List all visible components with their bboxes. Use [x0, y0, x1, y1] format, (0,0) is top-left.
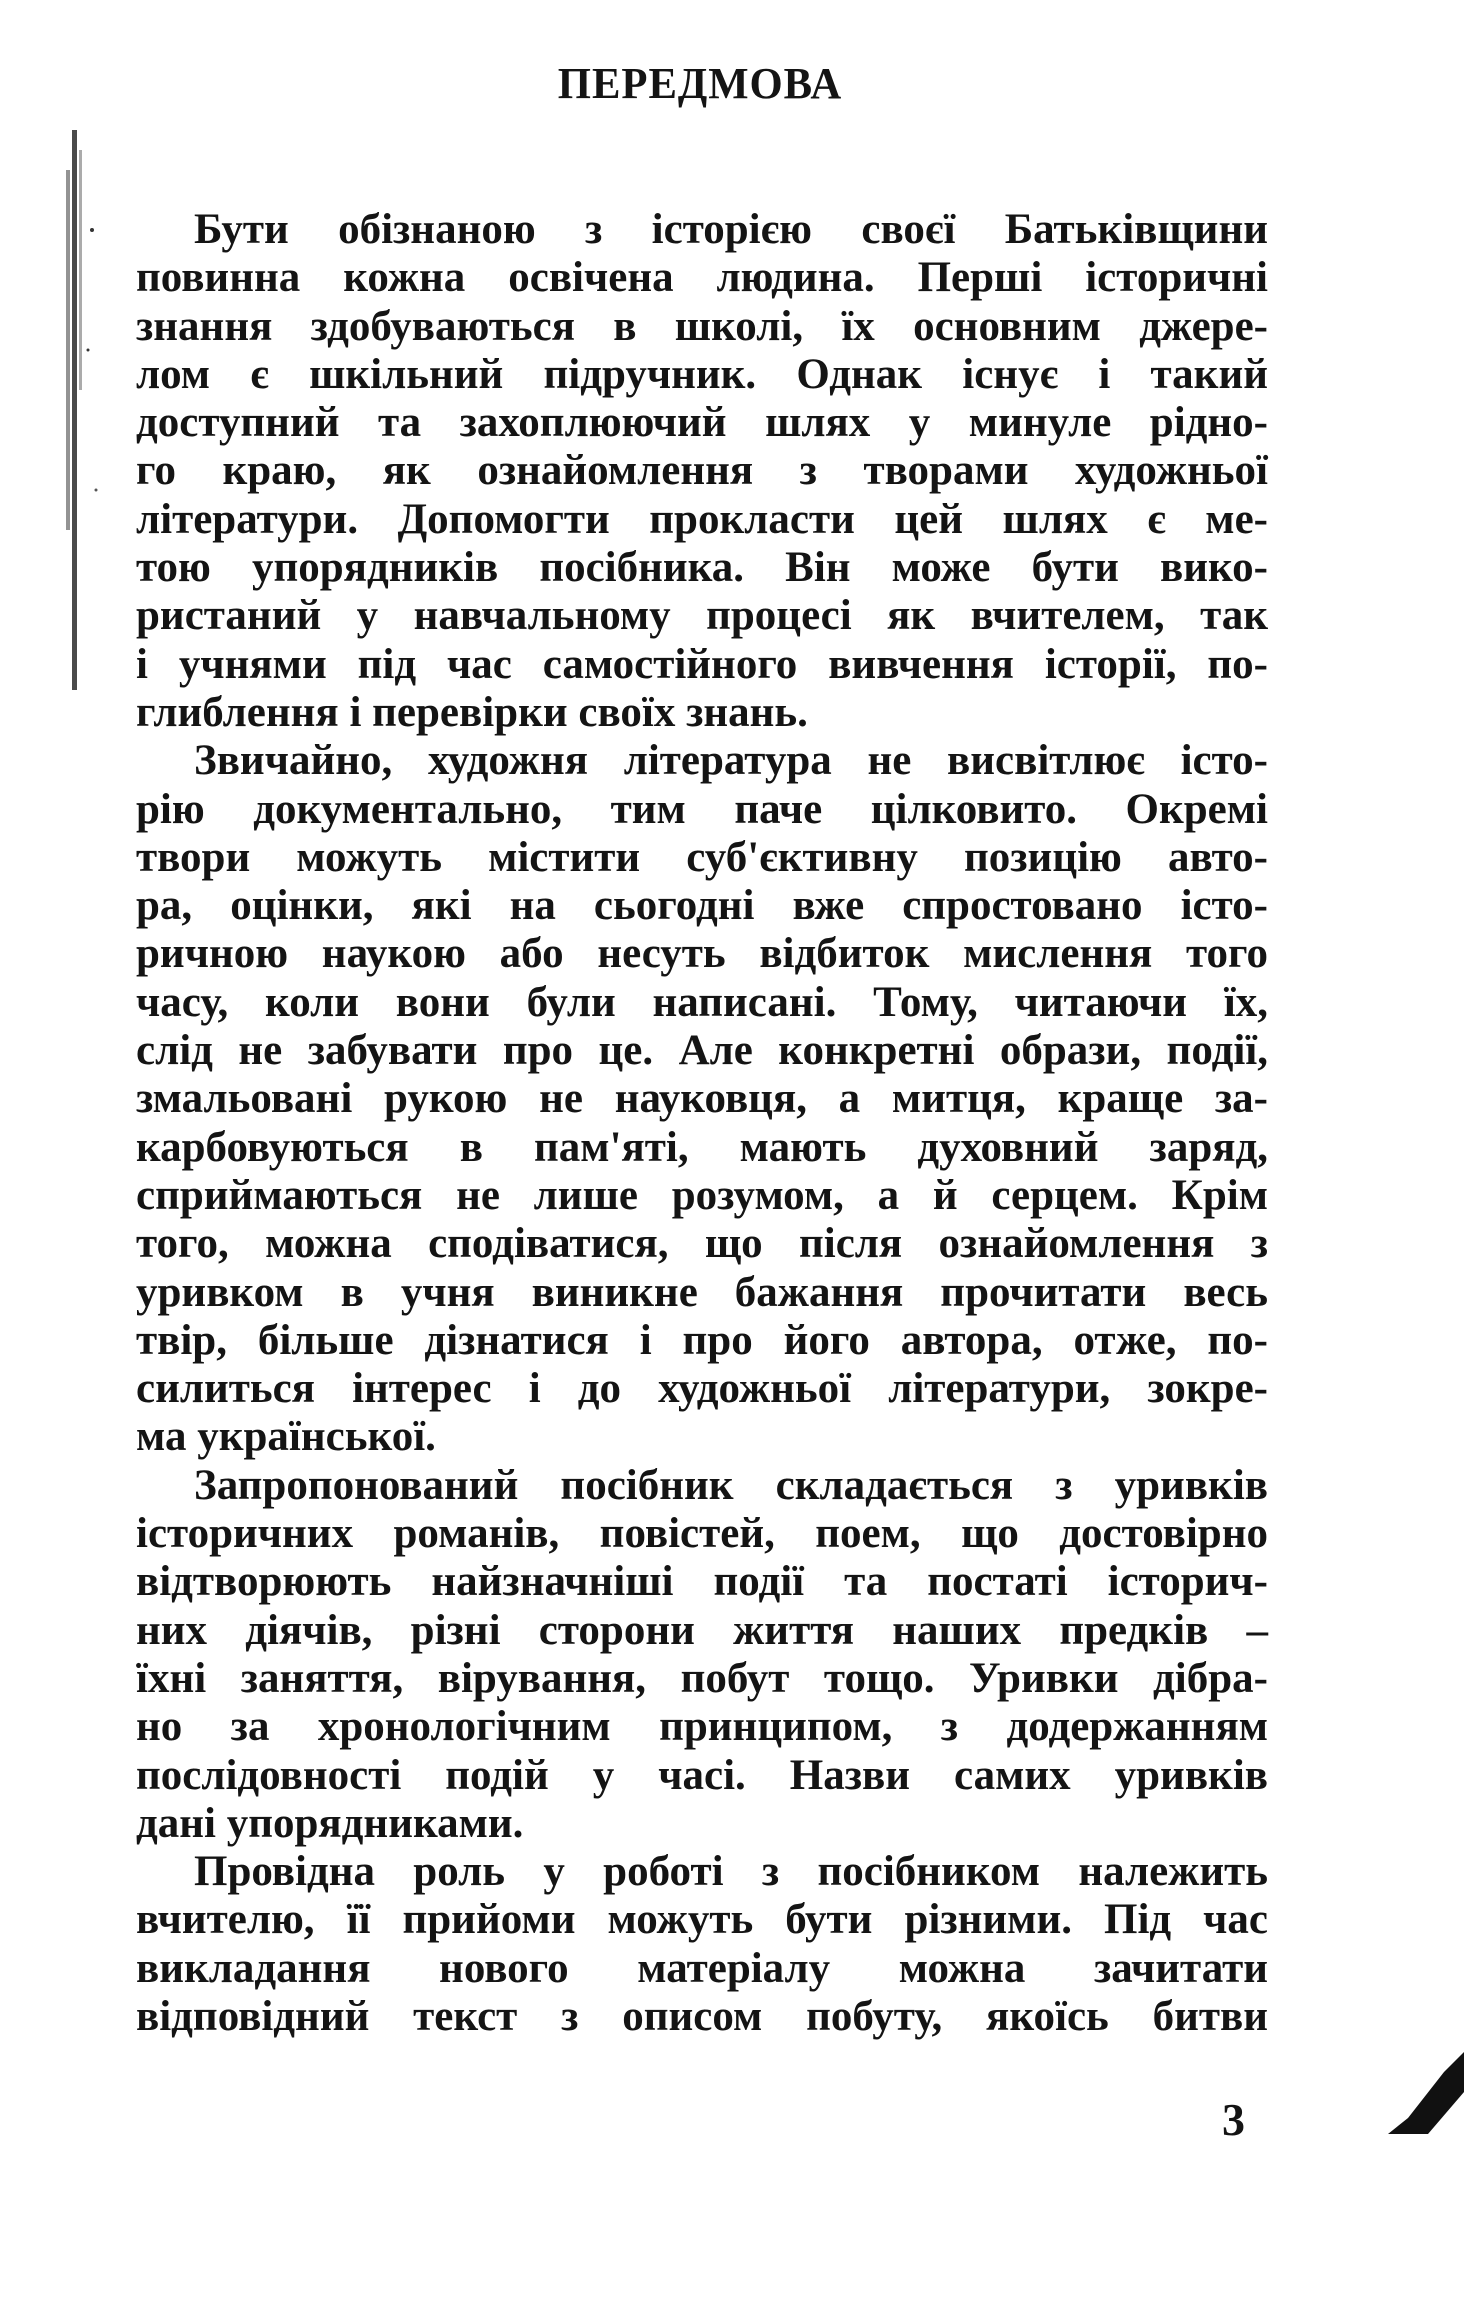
text-line: змальовані рукою не науковця, а митця, краще за- — [136, 1075, 1268, 1123]
text-line: відповідний текст з описом побуту, якоїсь битви — [136, 1992, 1268, 2040]
text-line: викладання нового матеріалу можна зачитати — [136, 1944, 1268, 1992]
text-line: Провідна роль у роботі з посібником належить — [194, 1848, 1268, 1896]
text-line: ричною наукою або несуть відбиток мислення того — [136, 930, 1268, 978]
text-line: Запропонований посібник складається з уривків — [194, 1461, 1268, 1509]
text-line: глиблення і перевірки своїх знань. — [136, 688, 808, 736]
text-line: літератури. Допомогти прокласти цей шлях є ме- — [136, 495, 1268, 543]
text-line: но за хронологічним принципом, з додержанням — [136, 1703, 1268, 1751]
text-line: відтворюють найзначніші події та постаті історич- — [136, 1558, 1268, 1606]
text-line: історичних романів, повістей, поем, що достовірно — [136, 1510, 1268, 1558]
text-line: тою упорядників посібника. Він може бути вико- — [136, 544, 1268, 592]
paragraph — [136, 1848, 1268, 2041]
text-line: повинна кожна освічена людина. Перші історичні — [136, 254, 1268, 302]
text-line: слід не забувати про це. Але конкретні образи, події, — [136, 1027, 1268, 1075]
text-line: Звичайно, художня література не висвітлює істо- — [194, 737, 1268, 785]
paragraph — [136, 737, 1268, 1461]
text-line: знання здобуваються в школі, їх основним джере- — [136, 302, 1268, 350]
text-line: Бути обізнаною з історією своєї Батьківщини — [194, 206, 1268, 253]
text-line: ра, оцінки, які на сьогодні вже спростовано істо- — [136, 882, 1268, 930]
body-text — [136, 206, 1268, 2041]
text-line: і учнями під час самостійного вивчення історії, по- — [136, 640, 1268, 688]
text-line: послідовності подій у часі. Назви самих уривків — [136, 1751, 1268, 1799]
scan-edge-shadow — [62, 110, 106, 710]
text-line: доступний та захоплюючий шлях у минуле рідно- — [136, 399, 1268, 447]
text-line: карбовуються в пам'яті, мають духовний заряд, — [136, 1123, 1268, 1171]
page-number: 3 — [1222, 2094, 1245, 2145]
text-line: них діячів, різні сторони життя наших предків – — [136, 1606, 1268, 1654]
text-line: уривком в учня виникне бажання прочитати весь — [136, 1268, 1268, 1316]
text-line: їхні заняття, вірування, побут тощо. Уривки дібра- — [136, 1654, 1268, 1702]
text-line: го краю, як ознайомлення з творами художньої — [136, 447, 1268, 495]
text-line: дані упорядниками. — [136, 1799, 524, 1847]
text-line: того, можна сподіватися, що після ознайомлення з — [136, 1220, 1268, 1268]
text-line: лом є шкільний підручник. Однак існує і такий — [136, 350, 1268, 398]
page-title: ПЕРЕДМОВА — [557, 59, 843, 108]
paragraph — [136, 206, 1268, 737]
text-line: ма української. — [136, 1413, 436, 1461]
text-line: твори можуть містити суб'єктивну позицію авто- — [136, 833, 1268, 881]
text-line: сприймаються не лише розумом, а й серцем. Крім — [136, 1171, 1268, 1219]
text-line: силиться інтерес і до художньої літератури, зокре- — [136, 1365, 1268, 1413]
text-line: ристаний у навчальному процесі як вчителем, так — [136, 592, 1268, 640]
paragraph — [136, 1462, 1268, 1848]
text-line: твір, більше дізнатися і про його автора, отже, по- — [136, 1316, 1268, 1364]
text-line: часу, коли вони були написані. Тому, читаючи їх, — [136, 978, 1268, 1026]
corner-scan-mark — [1388, 2052, 1464, 2134]
text-line: вчителю, її прийоми можуть бути різними. Під час — [136, 1896, 1268, 1944]
text-line: рію документально, тим паче цілковито. Окремі — [136, 785, 1268, 833]
